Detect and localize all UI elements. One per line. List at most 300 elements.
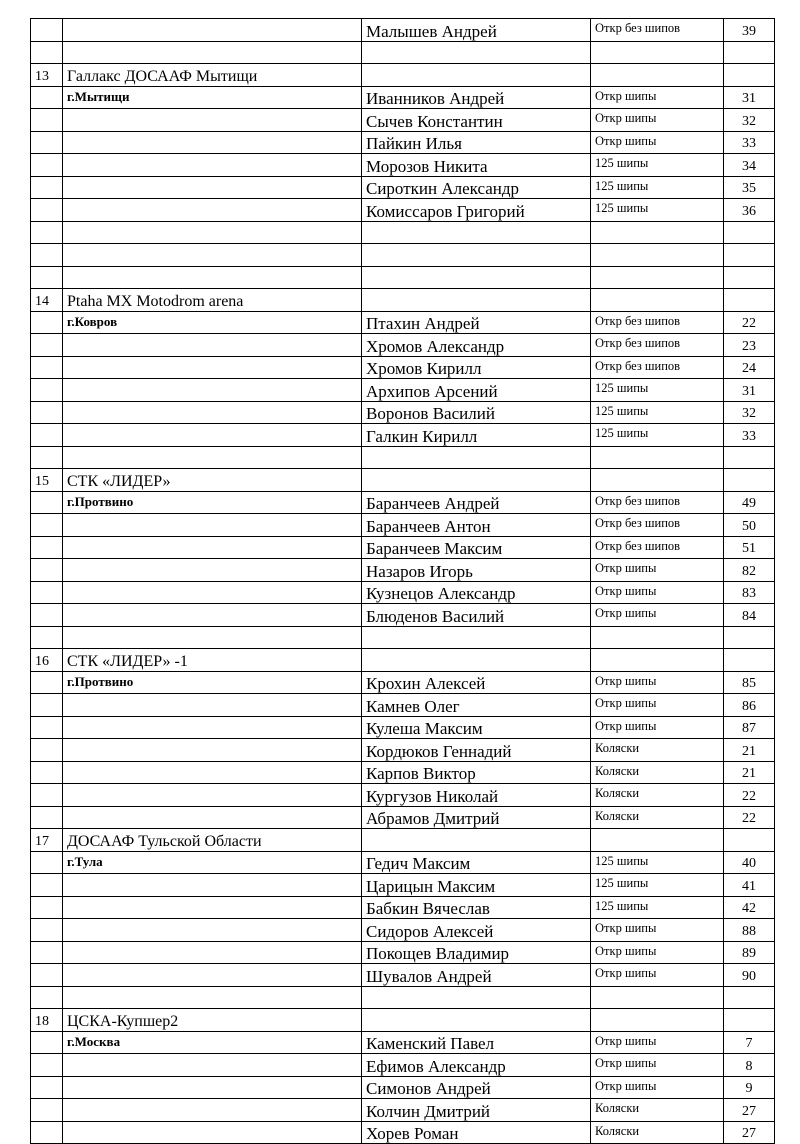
rider-row [31,536,775,559]
team-header-row [31,289,775,312]
rider-name: Колчин Дмитрий [362,1099,591,1122]
rider-row [31,109,775,132]
empty-cell [63,514,362,537]
empty-cell [31,1076,63,1099]
rider-class: 125 шипы [591,176,724,199]
riders-table [30,18,775,1144]
rider-bib-number: 24 [724,356,775,379]
empty-cell [31,199,63,222]
rider-bib-number: 7 [724,1031,775,1054]
empty-cell [31,176,63,199]
rider-bib-number: 82 [724,559,775,582]
rider-class: Откр без шипов [591,311,724,334]
rider-row [31,739,775,762]
empty-cell [31,109,63,132]
empty-cell [63,19,362,42]
empty-cell [724,221,775,244]
empty-cell [31,739,63,762]
empty-cell [63,41,362,64]
empty-cell [724,266,775,289]
empty-cell [362,41,591,64]
empty-cell [362,1009,591,1032]
blank-row [31,626,775,649]
rider-class: Откр шипы [591,131,724,154]
rider-class: Откр без шипов [591,334,724,357]
rider-row [31,379,775,402]
empty-cell [31,986,63,1009]
team-number: 16 [31,649,63,672]
team-city: г.Москва [63,1031,362,1054]
empty-cell [31,626,63,649]
empty-cell [362,289,591,312]
rider-name: Хромов Александр [362,334,591,357]
rider-row [31,311,775,334]
empty-cell [63,604,362,627]
rider-bib-number: 8 [724,1054,775,1077]
empty-cell [63,941,362,964]
rider-row [31,514,775,537]
rider-row [31,1121,775,1144]
empty-cell [63,334,362,357]
rider-bib-number: 31 [724,379,775,402]
rider-bib-number: 22 [724,806,775,829]
rider-name: Баранчеев Максим [362,536,591,559]
empty-cell [63,199,362,222]
empty-cell [31,41,63,64]
rider-row [31,761,775,784]
rider-row [31,896,775,919]
rider-row [31,941,775,964]
empty-cell [31,559,63,582]
rider-class: Откр шипы [591,941,724,964]
rider-class: 125 шипы [591,379,724,402]
rider-bib-number: 31 [724,86,775,109]
rider-bib-number: 27 [724,1121,775,1144]
rider-bib-number: 34 [724,154,775,177]
rider-class: Коляски [591,784,724,807]
empty-cell [724,469,775,492]
empty-cell [31,1031,63,1054]
rider-name: Бабкин Вячеслав [362,896,591,919]
rider-name: Птахин Андрей [362,311,591,334]
empty-cell [31,806,63,829]
empty-cell [31,581,63,604]
rider-bib-number: 32 [724,401,775,424]
empty-cell [31,1099,63,1122]
rider-bib-number: 22 [724,311,775,334]
rider-bib-number: 85 [724,671,775,694]
empty-cell [31,401,63,424]
empty-cell [31,221,63,244]
rider-bib-number: 49 [724,491,775,514]
empty-cell [31,514,63,537]
empty-cell [63,109,362,132]
empty-cell [63,401,362,424]
empty-cell [362,469,591,492]
rider-class: 125 шипы [591,199,724,222]
empty-cell [31,671,63,694]
rider-bib-number: 23 [724,334,775,357]
empty-cell [724,986,775,1009]
rider-name: Баранчеев Андрей [362,491,591,514]
rider-row [31,356,775,379]
empty-cell [31,964,63,987]
rider-class: Коляски [591,806,724,829]
empty-cell [724,649,775,672]
rider-class: Откр без шипов [591,356,724,379]
rider-bib-number: 32 [724,109,775,132]
empty-cell [63,446,362,469]
empty-cell [31,244,63,267]
empty-cell [362,64,591,87]
rider-row [31,1076,775,1099]
empty-cell [63,716,362,739]
empty-cell [31,1121,63,1144]
empty-cell [362,626,591,649]
empty-cell [63,1099,362,1122]
empty-cell [63,154,362,177]
rider-row [31,964,775,987]
empty-cell [63,1054,362,1077]
empty-cell [591,446,724,469]
empty-cell [63,1121,362,1144]
rider-class: Откр шипы [591,671,724,694]
blank-row [31,446,775,469]
rider-row [31,491,775,514]
rider-row [31,154,775,177]
empty-cell [63,964,362,987]
empty-cell [31,536,63,559]
blank-row [31,244,775,267]
rider-bib-number: 27 [724,1099,775,1122]
empty-cell [591,221,724,244]
rider-bib-number: 83 [724,581,775,604]
rider-row [31,671,775,694]
rider-row [31,1054,775,1077]
rider-row [31,131,775,154]
empty-cell [63,986,362,1009]
team-city: г.Мытищи [63,86,362,109]
rider-name: Карпов Виктор [362,761,591,784]
empty-cell [31,154,63,177]
empty-cell [31,424,63,447]
team-header-row [31,469,775,492]
empty-cell [591,986,724,1009]
blank-row [31,266,775,289]
team-header-row [31,64,775,87]
rider-class: Откр шипы [591,559,724,582]
empty-cell [724,446,775,469]
empty-cell [63,581,362,604]
empty-cell [362,266,591,289]
empty-cell [724,64,775,87]
team-number: 14 [31,289,63,312]
rider-row [31,559,775,582]
empty-cell [31,266,63,289]
rider-class: Откр шипы [591,919,724,942]
rider-bib-number: 88 [724,919,775,942]
rider-name: Пайкин Илья [362,131,591,154]
rider-bib-number: 40 [724,851,775,874]
empty-cell [63,1076,362,1099]
rider-class: Откр без шипов [591,19,724,42]
rider-name: Комиссаров Григорий [362,199,591,222]
empty-cell [31,446,63,469]
rider-bib-number: 50 [724,514,775,537]
empty-cell [31,716,63,739]
rider-bib-number: 84 [724,604,775,627]
rider-name: Кордюков Геннадий [362,739,591,762]
team-number: 18 [31,1009,63,1032]
rider-bib-number: 51 [724,536,775,559]
rider-name: Кулеша Максим [362,716,591,739]
rider-row [31,1031,775,1054]
rider-name: Архипов Арсений [362,379,591,402]
team-number: 15 [31,469,63,492]
rider-name: Абрамов Дмитрий [362,806,591,829]
rider-name: Иванников Андрей [362,86,591,109]
empty-cell [31,379,63,402]
empty-cell [591,649,724,672]
rider-row [31,919,775,942]
rider-name: Кургузов Николай [362,784,591,807]
rider-class: Откр шипы [591,604,724,627]
rider-class: Откр шипы [591,964,724,987]
empty-cell [31,761,63,784]
rider-class: Откр шипы [591,716,724,739]
rider-row [31,401,775,424]
rider-name: Сидоров Алексей [362,919,591,942]
rider-row [31,581,775,604]
rider-class: Откр шипы [591,86,724,109]
rider-name: Гедич Максим [362,851,591,874]
empty-cell [591,1009,724,1032]
rider-bib-number: 90 [724,964,775,987]
rider-bib-number: 36 [724,199,775,222]
rider-row [31,334,775,357]
empty-cell [591,829,724,852]
rider-class: Откр шипы [591,694,724,717]
empty-cell [63,379,362,402]
empty-cell [31,784,63,807]
rider-bib-number: 21 [724,761,775,784]
empty-cell [724,244,775,267]
empty-cell [63,626,362,649]
rider-row [31,424,775,447]
empty-cell [31,311,63,334]
rider-class: 125 шипы [591,154,724,177]
team-header-row [31,649,775,672]
rider-name: Кузнецов Александр [362,581,591,604]
empty-cell [591,64,724,87]
rider-name: Каменский Павел [362,1031,591,1054]
team-number: 17 [31,829,63,852]
rider-name: Ефимов Александр [362,1054,591,1077]
rider-row [31,19,775,42]
team-name: СТК «ЛИДЕР» [63,469,362,492]
rider-class: Коляски [591,1099,724,1122]
empty-cell [31,86,63,109]
rider-class: 125 шипы [591,401,724,424]
rider-name: Сычев Константин [362,109,591,132]
rider-class: Коляски [591,1121,724,1144]
empty-cell [63,919,362,942]
empty-cell [31,334,63,357]
team-header-row [31,829,775,852]
blank-row [31,221,775,244]
rider-row [31,86,775,109]
rider-name: Малышев Андрей [362,19,591,42]
empty-cell [31,356,63,379]
empty-cell [63,896,362,919]
blank-row [31,986,775,1009]
empty-cell [31,604,63,627]
empty-cell [63,874,362,897]
empty-cell [591,469,724,492]
team-name: ЦСКА-Купшер2 [63,1009,362,1032]
empty-cell [724,41,775,64]
empty-cell [63,784,362,807]
team-header-row [31,1009,775,1032]
empty-cell [362,244,591,267]
empty-cell [63,244,362,267]
empty-cell [63,761,362,784]
rider-row [31,604,775,627]
rider-class: Откр шипы [591,1031,724,1054]
rider-name: Покощев Владимир [362,941,591,964]
rider-name: Крохин Алексей [362,671,591,694]
rider-name: Хорев Роман [362,1121,591,1144]
rider-class: Коляски [591,739,724,762]
rider-name: Морозов Никита [362,154,591,177]
rider-name: Воронов Василий [362,401,591,424]
empty-cell [31,941,63,964]
rider-name: Баранчеев Антон [362,514,591,537]
empty-cell [63,356,362,379]
team-number: 13 [31,64,63,87]
rider-row [31,199,775,222]
empty-cell [31,491,63,514]
rider-name: Царицын Максим [362,874,591,897]
rider-class: Откр без шипов [591,514,724,537]
rider-name: Галкин Кирилл [362,424,591,447]
rider-bib-number: 39 [724,19,775,42]
team-name: Галлакс ДОСААФ Мытищи [63,64,362,87]
empty-cell [31,919,63,942]
empty-cell [63,739,362,762]
empty-cell [724,1009,775,1032]
rider-bib-number: 86 [724,694,775,717]
rider-bib-number: 89 [724,941,775,964]
empty-cell [591,266,724,289]
rider-bib-number: 41 [724,874,775,897]
team-city: г.Ковров [63,311,362,334]
rider-class: Откр без шипов [591,536,724,559]
empty-cell [724,289,775,312]
empty-cell [63,131,362,154]
rider-class: 125 шипы [591,424,724,447]
team-name: ДОСААФ Тульской Области [63,829,362,852]
rider-name: Блюденов Василий [362,604,591,627]
empty-cell [31,694,63,717]
rider-class: Откр шипы [591,581,724,604]
empty-cell [362,829,591,852]
empty-cell [31,131,63,154]
empty-cell [31,19,63,42]
empty-cell [63,176,362,199]
rider-row [31,784,775,807]
rider-class: 125 шипы [591,896,724,919]
rider-bib-number: 33 [724,131,775,154]
empty-cell [31,896,63,919]
empty-cell [31,1054,63,1077]
rider-class: Откр шипы [591,1076,724,1099]
empty-cell [31,874,63,897]
rider-class: Откр шипы [591,109,724,132]
rider-class: 125 шипы [591,874,724,897]
empty-cell [63,559,362,582]
rider-bib-number: 33 [724,424,775,447]
empty-cell [591,244,724,267]
team-name: СТК «ЛИДЕР» -1 [63,649,362,672]
rider-row [31,1099,775,1122]
empty-cell [591,289,724,312]
rider-row [31,694,775,717]
rider-name: Сироткин Александр [362,176,591,199]
empty-cell [591,41,724,64]
empty-cell [63,266,362,289]
rider-class: Откр без шипов [591,491,724,514]
riders-table-body [31,19,775,1144]
rider-name: Симонов Андрей [362,1076,591,1099]
team-name: Ptaha MX Motodrom arena [63,289,362,312]
team-city: г.Тула [63,851,362,874]
empty-cell [724,626,775,649]
empty-cell [591,626,724,649]
blank-row [31,41,775,64]
rider-name: Шувалов Андрей [362,964,591,987]
empty-cell [362,446,591,469]
empty-cell [63,424,362,447]
team-city: г.Протвино [63,671,362,694]
empty-cell [724,829,775,852]
rider-bib-number: 87 [724,716,775,739]
empty-cell [63,536,362,559]
rider-bib-number: 42 [724,896,775,919]
rider-bib-number: 35 [724,176,775,199]
rider-class: 125 шипы [591,851,724,874]
empty-cell [63,806,362,829]
empty-cell [362,649,591,672]
rider-class: Коляски [591,761,724,784]
empty-cell [63,221,362,244]
rider-bib-number: 22 [724,784,775,807]
rider-row [31,874,775,897]
rider-bib-number: 21 [724,739,775,762]
rider-class: Откр шипы [591,1054,724,1077]
rider-name: Камнев Олег [362,694,591,717]
rider-row [31,851,775,874]
empty-cell [362,986,591,1009]
empty-cell [63,694,362,717]
rider-row [31,806,775,829]
rider-name: Хромов Кирилл [362,356,591,379]
empty-cell [31,851,63,874]
rider-row [31,176,775,199]
rider-name: Назаров Игорь [362,559,591,582]
rider-bib-number: 9 [724,1076,775,1099]
team-city: г.Протвино [63,491,362,514]
